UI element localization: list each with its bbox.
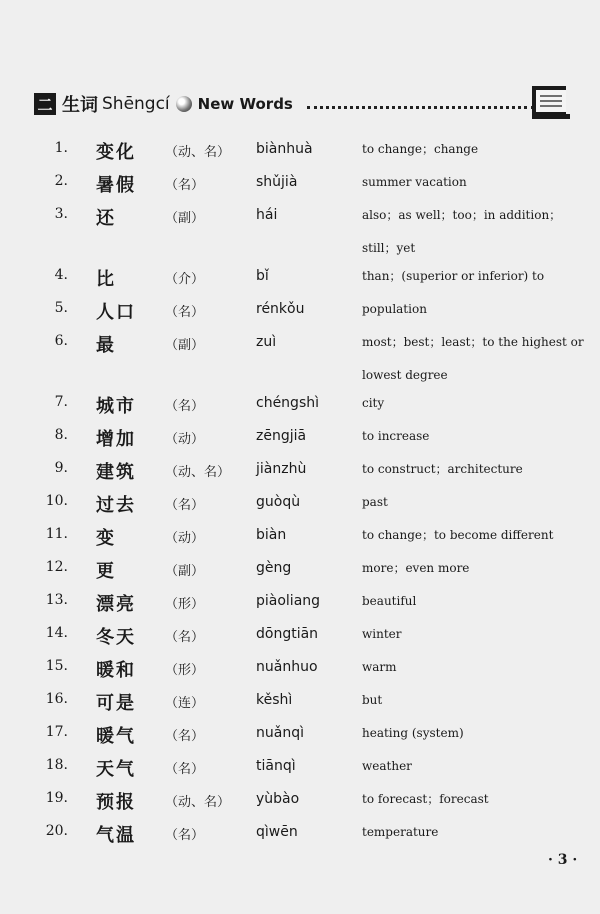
entry-number: 6. [54, 333, 68, 349]
vocab-entry [0, 823, 600, 847]
entry-definition: weather [362, 759, 412, 773]
vocab-entry [0, 140, 600, 164]
entry-definition: past [362, 495, 388, 509]
entry-number: 10. [45, 493, 68, 509]
entry-number: 9. [54, 460, 68, 476]
entry-part-of-speech: （名） [165, 762, 205, 777]
entry-word: 天气 [96, 759, 136, 780]
entry-word: 预报 [96, 792, 136, 813]
vocab-entry [0, 625, 600, 649]
entry-part-of-speech: （动、名） [165, 465, 231, 480]
entry-part-of-speech: （名） [165, 399, 205, 414]
entry-number: 12. [45, 559, 68, 575]
entry-number: 1. [54, 140, 68, 156]
page-number: · 3 · [548, 852, 578, 868]
entry-pinyin: biàn [256, 527, 287, 543]
section-title-cn: 生词 [62, 95, 98, 116]
vocab-entry [0, 724, 600, 748]
entry-pinyin: zēngjiā [256, 428, 307, 444]
vocab-entry [0, 300, 600, 324]
entry-word: 暖气 [96, 726, 136, 747]
entry-word: 变化 [96, 142, 136, 163]
vocab-entry [0, 790, 600, 814]
entry-definition: most；best；least；to the highest or lowest degree [362, 335, 584, 382]
entry-part-of-speech: （介） [165, 272, 205, 287]
entry-pinyin: qìwēn [256, 824, 298, 840]
entry-number: 18. [45, 757, 68, 773]
entry-definition: than；(superior or inferior) to [362, 269, 545, 283]
entry-number: 15. [45, 658, 68, 674]
entry-word: 可是 [96, 693, 136, 714]
entry-pinyin: chéngshì [256, 395, 319, 411]
entry-number: 5. [54, 300, 68, 316]
entry-definition: also；as well；too；in addition；still；yet [362, 208, 562, 255]
entry-word: 暑假 [96, 175, 136, 196]
entry-pinyin: guòqù [256, 494, 301, 510]
vocab-entry [0, 460, 600, 484]
entry-part-of-speech: （连） [165, 696, 205, 711]
entry-definition: population [362, 302, 427, 316]
entry-pinyin: kěshì [256, 692, 293, 708]
entry-part-of-speech: （动） [165, 432, 205, 447]
entry-pinyin: yùbào [256, 791, 300, 807]
entry-definition: temperature [362, 825, 439, 839]
entry-number: 14. [45, 625, 68, 641]
entry-word: 比 [96, 269, 116, 290]
entry-part-of-speech: （名） [165, 498, 205, 513]
entry-definition: more；even more [362, 561, 470, 575]
entry-pinyin: shǔjià [256, 174, 298, 190]
entry-number: 19. [45, 790, 68, 806]
entry-part-of-speech: （动、名） [165, 145, 231, 160]
entry-part-of-speech: （名） [165, 729, 205, 744]
vocab-entry [0, 493, 600, 517]
entry-word: 冬天 [96, 627, 136, 648]
entry-part-of-speech: （名） [165, 305, 205, 320]
entry-number: 2. [54, 173, 68, 189]
entry-pinyin: rénkǒu [256, 301, 305, 317]
entry-definition: city [362, 396, 385, 410]
vocab-entry [0, 173, 600, 197]
entry-number: 7. [54, 394, 68, 410]
entry-number: 8. [54, 427, 68, 443]
entry-definition: to change；to become different [362, 528, 554, 542]
entry-number: 13. [45, 592, 68, 608]
entry-word: 过去 [96, 495, 136, 516]
entry-word: 人口 [96, 302, 136, 323]
vocab-entry [0, 206, 600, 255]
entry-number: 3. [54, 206, 68, 222]
entry-part-of-speech: （形） [165, 597, 205, 612]
entry-part-of-speech: （副） [165, 564, 205, 579]
entry-definition: but [362, 693, 383, 707]
vocab-entry [0, 658, 600, 682]
entry-pinyin: jiànzhù [256, 461, 307, 477]
entry-part-of-speech: （名） [165, 630, 205, 645]
entry-number: 20. [45, 823, 68, 839]
entry-word: 气温 [96, 825, 136, 846]
entry-part-of-speech: （副） [165, 338, 205, 353]
vocab-entry [0, 427, 600, 451]
book-icon [528, 82, 572, 122]
section-title-en: New Words [197, 95, 293, 113]
entry-pinyin: bǐ [256, 268, 269, 284]
entry-definition: heating (system) [362, 726, 464, 740]
vocab-entry [0, 394, 600, 418]
section-header [34, 90, 534, 118]
entry-word: 城市 [96, 396, 136, 417]
entry-definition: summer vacation [362, 175, 467, 189]
entry-number: 17. [45, 724, 68, 740]
entry-definition: beautiful [362, 594, 417, 608]
section-title-pinyin: Shēngcí [102, 94, 170, 114]
entry-definition: to forecast；forecast [362, 792, 489, 806]
entry-pinyin: gèng [256, 560, 292, 576]
entry-word: 漂亮 [96, 594, 136, 615]
entry-number: 4. [54, 267, 68, 283]
vocab-entry [0, 526, 600, 550]
vocab-entry [0, 559, 600, 583]
entry-word: 最 [96, 335, 116, 356]
bullet-icon [176, 96, 192, 112]
vocab-entry [0, 592, 600, 616]
entry-part-of-speech: （名） [165, 178, 205, 193]
vocab-entry [0, 333, 600, 382]
entry-word: 变 [96, 528, 116, 549]
dotted-leader [307, 106, 534, 109]
entry-part-of-speech: （名） [165, 828, 205, 843]
entry-pinyin: biànhuà [256, 141, 313, 157]
entry-part-of-speech: （形） [165, 663, 205, 678]
entry-pinyin: nuǎnhuo [256, 659, 318, 675]
entry-pinyin: piàoliang [256, 593, 321, 609]
entry-word: 建筑 [96, 462, 136, 483]
entry-word: 还 [96, 208, 116, 229]
vocab-entry [0, 691, 600, 715]
entry-definition: warm [362, 660, 397, 674]
entry-number: 11. [45, 526, 68, 542]
section-number: 二 [34, 93, 56, 115]
entry-word: 暖和 [96, 660, 136, 681]
entry-part-of-speech: （动、名） [165, 795, 231, 810]
vocab-entry [0, 757, 600, 781]
entry-pinyin: tiānqì [256, 758, 296, 774]
entry-pinyin: nuǎnqì [256, 725, 304, 741]
entry-part-of-speech: （动） [165, 531, 205, 546]
entry-definition: to change；change [362, 142, 479, 156]
entry-definition: winter [362, 627, 402, 641]
entry-pinyin: dōngtiān [256, 626, 319, 642]
entry-part-of-speech: （副） [165, 211, 205, 226]
entry-pinyin: hái [256, 207, 278, 223]
entry-definition: to construct；architecture [362, 462, 523, 476]
entry-number: 16. [45, 691, 68, 707]
entry-pinyin: zuì [256, 334, 277, 350]
entry-word: 更 [96, 561, 116, 582]
entry-word: 增加 [96, 429, 136, 450]
vocab-entry [0, 267, 600, 291]
entry-definition: to increase [362, 429, 430, 443]
